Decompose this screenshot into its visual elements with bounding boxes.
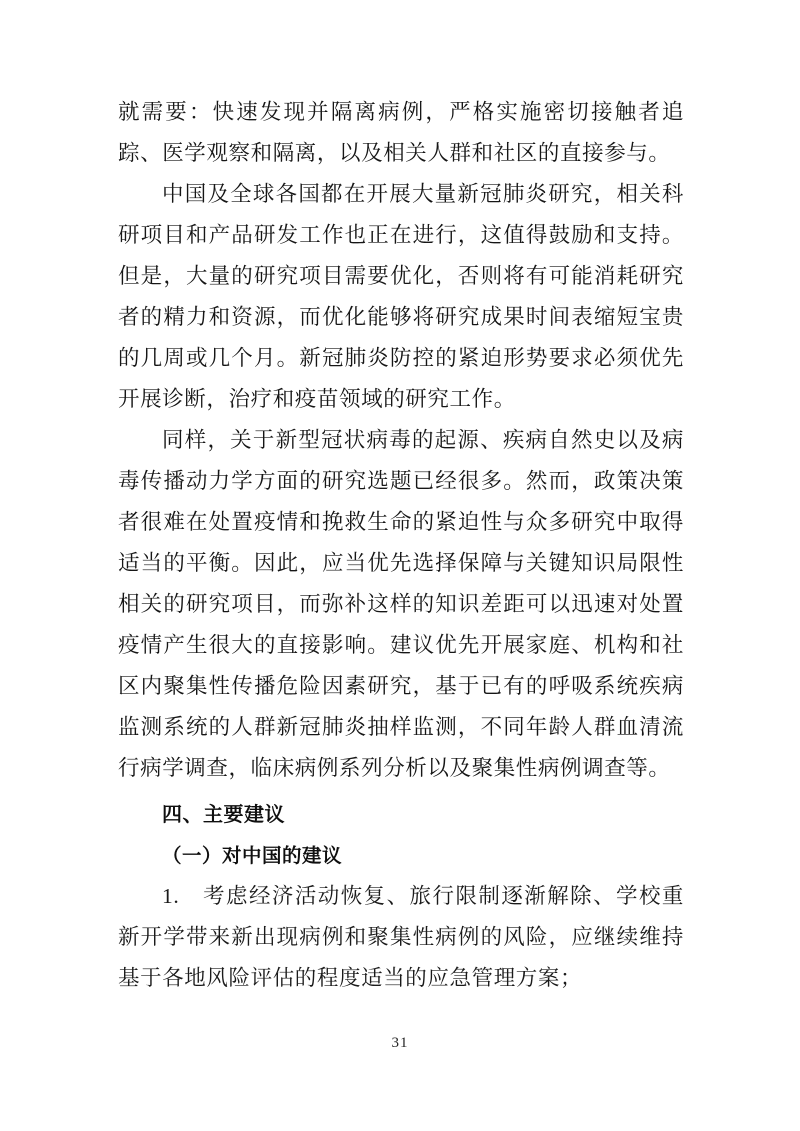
page-number: 31 [391, 1035, 409, 1051]
paragraph-research-projects: 中国及全球各国都在开展大量新冠肺炎研究，相关科研项目和产品研发工作也正在进行，这值得鼓励和支持。但是，大量的研究项目需要优化，否则将有可能消耗研究者的精力和资源，而优化能够将研究成果时间表缩短宝贵的几周或几个月。新冠肺炎防控的紧迫形势要求必须优先开展诊断，治疗和疫苗领域的研究工作。 [118, 182, 684, 411]
list-item: 1. 考虑经济活动恢复、旅行限制逐渐解除、学校重新开学带来新出现病例和聚集性病例的风险，应继续维持基于各地风险评估的程度适当的应急管理方案； [118, 884, 684, 990]
paragraph-research-topics: 同样，关于新型冠状病毒的起源、疾病自然史以及病毒传播动力学方面的研究选题已经很多。然而，政策决策者很难在处置疫情和挽救生命的紧迫性与众多研究中取得适当的平衡。因此，应当优先选择保障与关键知识局限性相关的研究项目，而弥补这样的知识差距可以迅速对处置疫情产生很大的直接影响。建议优先开展家庭、机构和社区内聚集性传播危险因素研究，基于已有的呼吸系统疾病监测系统的人群新冠肺炎抽样监测，不同年龄人群血清流行病学调查，临床病例系列分析以及聚集性病例调查等。 [118, 428, 684, 780]
page-content [118, 92, 684, 999]
paragraph-continuation: 就需要：快速发现并隔离病例，严格实施密切接触者追踪、医学观察和隔离，以及相关人群和社区的直接参与。 [118, 100, 684, 165]
subsection-heading-china-recommendations: （一）对中国的建议 [162, 844, 343, 867]
section-heading-main-recommendations: 四、主要建议 [162, 802, 285, 826]
